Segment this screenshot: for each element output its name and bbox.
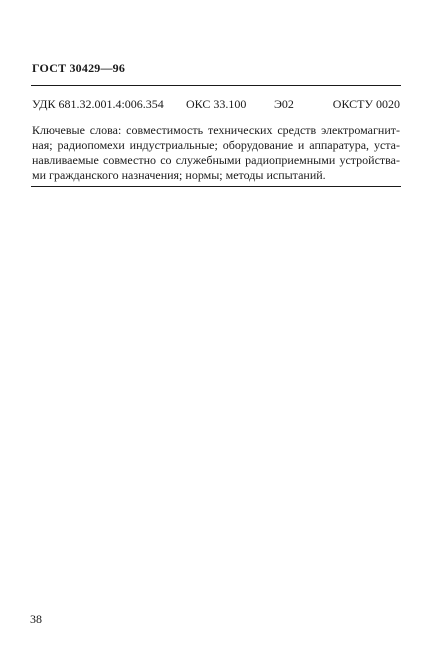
udk-code: УДК 681.32.001.4:006.354: [32, 97, 164, 111]
keywords-paragraph: [32, 123, 400, 183]
group-code: Э02: [274, 97, 294, 111]
keywords-line: навливаемые совместно со служебными радиоприемными устройства-: [32, 153, 400, 167]
page-number: 38: [30, 612, 42, 626]
keywords-line: ная; радиопомехи индустриальные; оборудование и аппаратура, уста-: [32, 138, 400, 152]
top-divider: [31, 85, 401, 86]
okstu-code: ОКСТУ 0020: [332, 97, 400, 111]
bottom-divider: [31, 186, 401, 187]
oks-code: ОКС 33.100: [186, 97, 247, 111]
keywords-line: Ключевые слова: совместимость технических средств электромагнит-: [32, 123, 400, 137]
classification-row: [32, 96, 400, 112]
document-standard-title: ГОСТ 30429—96: [32, 61, 126, 75]
keywords-line: ми гражданского назначения; нормы; методы испытаний.: [32, 168, 326, 182]
